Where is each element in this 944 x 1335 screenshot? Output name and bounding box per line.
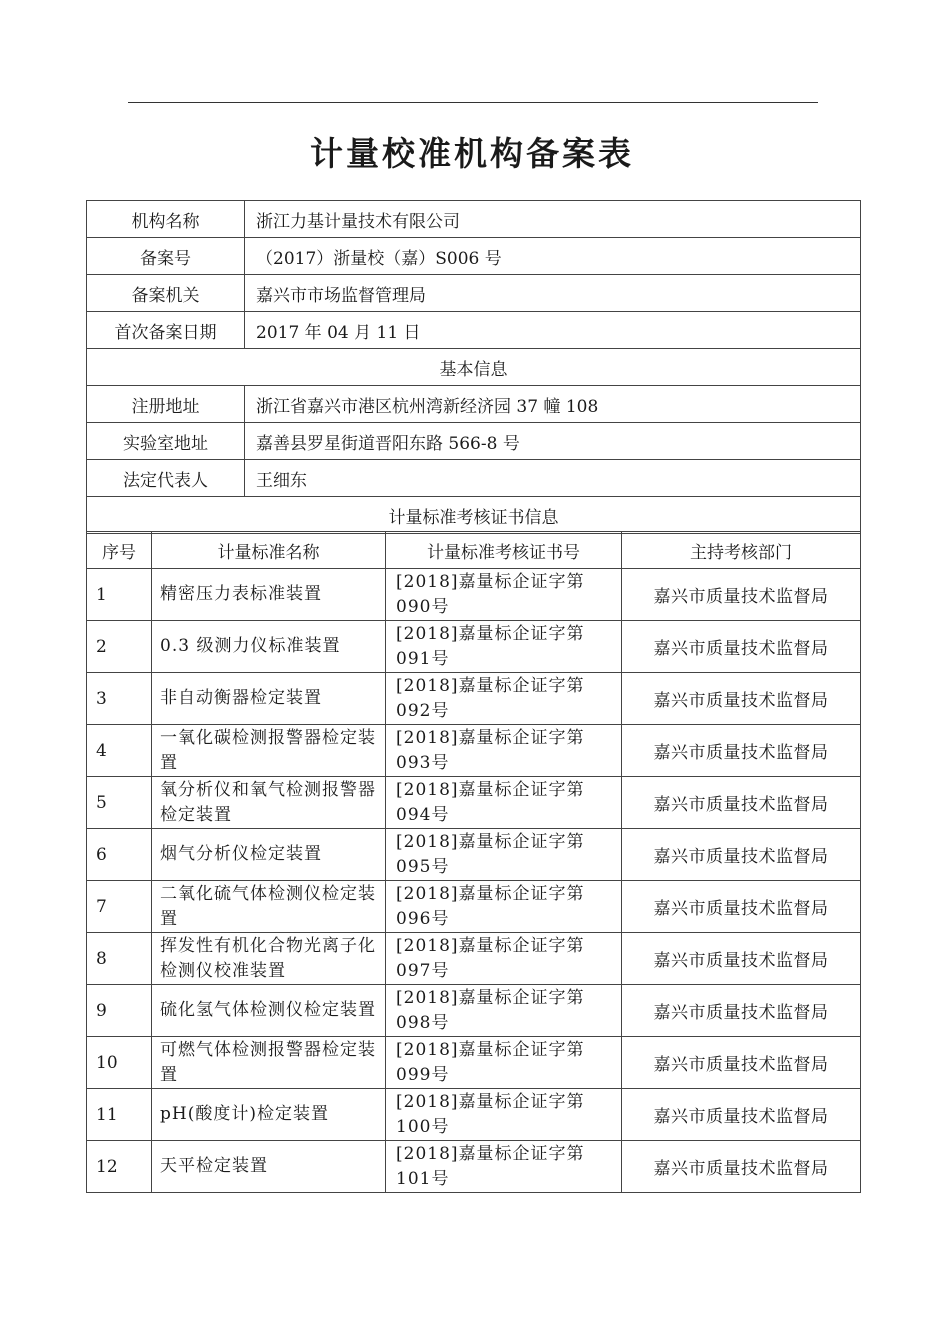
table-row: [87, 621, 861, 673]
assessing-department: 嘉兴市质量技术监督局: [622, 1141, 861, 1193]
assessing-department: 嘉兴市质量技术监督局: [622, 829, 861, 881]
assessing-department: 嘉兴市质量技术监督局: [622, 1089, 861, 1141]
field-value: 浙江省嘉兴市港区杭州湾新经济园 37 幢 108: [245, 386, 861, 423]
column-header-no: 序号: [87, 532, 152, 569]
certificate-number: [2018]嘉量标企证字第095号: [386, 829, 622, 881]
column-header-name: 计量标准名称: [152, 532, 386, 569]
field-value: 王细东: [245, 460, 861, 497]
certificate-number: [2018]嘉量标企证字第090号: [386, 569, 622, 621]
table-row: [87, 1037, 861, 1089]
standard-name: 非自动衡器检定装置: [152, 673, 386, 725]
field-label: 首次备案日期: [87, 312, 245, 349]
table-row: [87, 933, 861, 985]
field-label: 法定代表人: [87, 460, 245, 497]
assessing-department: 嘉兴市质量技术监督局: [622, 725, 861, 777]
certificate-number: [2018]嘉量标企证字第098号: [386, 985, 622, 1037]
table-row: [87, 1089, 861, 1141]
table-row: [87, 985, 861, 1037]
row-number: 2: [87, 621, 152, 673]
standard-name: 氧分析仪和氧气检测报警器检定装置: [152, 777, 386, 829]
standard-name: 硫化氢气体检测仪检定装置: [152, 985, 386, 1037]
assessing-department: 嘉兴市质量技术监督局: [622, 777, 861, 829]
field-value: 浙江力基计量技术有限公司: [245, 201, 861, 238]
row-number: 9: [87, 985, 152, 1037]
field-row-record-number: [87, 238, 861, 275]
table-row: [87, 881, 861, 933]
field-label: 注册地址: [87, 386, 245, 423]
standard-name: 一氧化碳检测报警器检定装置: [152, 725, 386, 777]
row-number: 1: [87, 569, 152, 621]
registration-info-table: [86, 200, 861, 534]
column-header-cert: 计量标准考核证书号: [386, 532, 622, 569]
field-row-authority: [87, 275, 861, 312]
assessing-department: 嘉兴市质量技术监督局: [622, 881, 861, 933]
standard-name: 精密压力表标准装置: [152, 569, 386, 621]
field-row-legal-rep: [87, 460, 861, 497]
measurement-standards-table: [86, 531, 861, 1193]
table-header-row: [87, 532, 861, 569]
section-heading-cert-info: 计量标准考核证书信息: [87, 497, 861, 534]
field-label: 实验室地址: [87, 423, 245, 460]
standard-name: 烟气分析仪检定装置: [152, 829, 386, 881]
field-row-org-name: [87, 201, 861, 238]
field-label: 备案机关: [87, 275, 245, 312]
field-value: 嘉善县罗星街道晋阳东路 566-8 号: [245, 423, 861, 460]
header-rule: [128, 102, 818, 103]
standard-name: 二氧化硫气体检测仪检定装置: [152, 881, 386, 933]
table-row: [87, 725, 861, 777]
table-row: [87, 569, 861, 621]
assessing-department: 嘉兴市质量技术监督局: [622, 569, 861, 621]
certificate-number: [2018]嘉量标企证字第096号: [386, 881, 622, 933]
row-number: 5: [87, 777, 152, 829]
standard-name: 可燃气体检测报警器检定装置: [152, 1037, 386, 1089]
table-row: [87, 829, 861, 881]
field-value: 2017 年 04 月 11 日: [245, 312, 861, 349]
certificate-number: [2018]嘉量标企证字第099号: [386, 1037, 622, 1089]
row-number: 3: [87, 673, 152, 725]
certificate-number: [2018]嘉量标企证字第100号: [386, 1089, 622, 1141]
table-row: [87, 1141, 861, 1193]
certificate-number: [2018]嘉量标企证字第092号: [386, 673, 622, 725]
row-number: 4: [87, 725, 152, 777]
certificate-number: [2018]嘉量标企证字第094号: [386, 777, 622, 829]
section-row-cert: [87, 497, 861, 534]
certificate-number: [2018]嘉量标企证字第101号: [386, 1141, 622, 1193]
certificate-number: [2018]嘉量标企证字第093号: [386, 725, 622, 777]
row-number: 6: [87, 829, 152, 881]
assessing-department: 嘉兴市质量技术监督局: [622, 933, 861, 985]
assessing-department: 嘉兴市质量技术监督局: [622, 1037, 861, 1089]
field-label: 备案号: [87, 238, 245, 275]
standard-name: pH(酸度计)检定装置: [152, 1089, 386, 1141]
field-row-registered-address: [87, 386, 861, 423]
field-value: （2017）浙量校（嘉）S006 号: [245, 238, 861, 275]
column-header-dept: 主持考核部门: [622, 532, 861, 569]
row-number: 8: [87, 933, 152, 985]
row-number: 12: [87, 1141, 152, 1193]
row-number: 11: [87, 1089, 152, 1141]
page-title: 计量校准机构备案表: [310, 134, 634, 173]
assessing-department: 嘉兴市质量技术监督局: [622, 621, 861, 673]
field-row-first-date: [87, 312, 861, 349]
row-number: 10: [87, 1037, 152, 1089]
assessing-department: 嘉兴市质量技术监督局: [622, 985, 861, 1037]
section-row-basic: [87, 349, 861, 386]
standard-name: 挥发性有机化合物光离子化检测仪校准装置: [152, 933, 386, 985]
certificate-number: [2018]嘉量标企证字第097号: [386, 933, 622, 985]
row-number: 7: [87, 881, 152, 933]
table-row: [87, 777, 861, 829]
assessing-department: 嘉兴市质量技术监督局: [622, 673, 861, 725]
standard-name: 0.3 级测力仪标准装置: [152, 621, 386, 673]
field-row-lab-address: [87, 423, 861, 460]
section-heading-basic-info: 基本信息: [87, 349, 861, 386]
certificate-number: [2018]嘉量标企证字第091号: [386, 621, 622, 673]
table-row: [87, 673, 861, 725]
standard-name: 天平检定装置: [152, 1141, 386, 1193]
field-value: 嘉兴市市场监督管理局: [245, 275, 861, 312]
field-label: 机构名称: [87, 201, 245, 238]
